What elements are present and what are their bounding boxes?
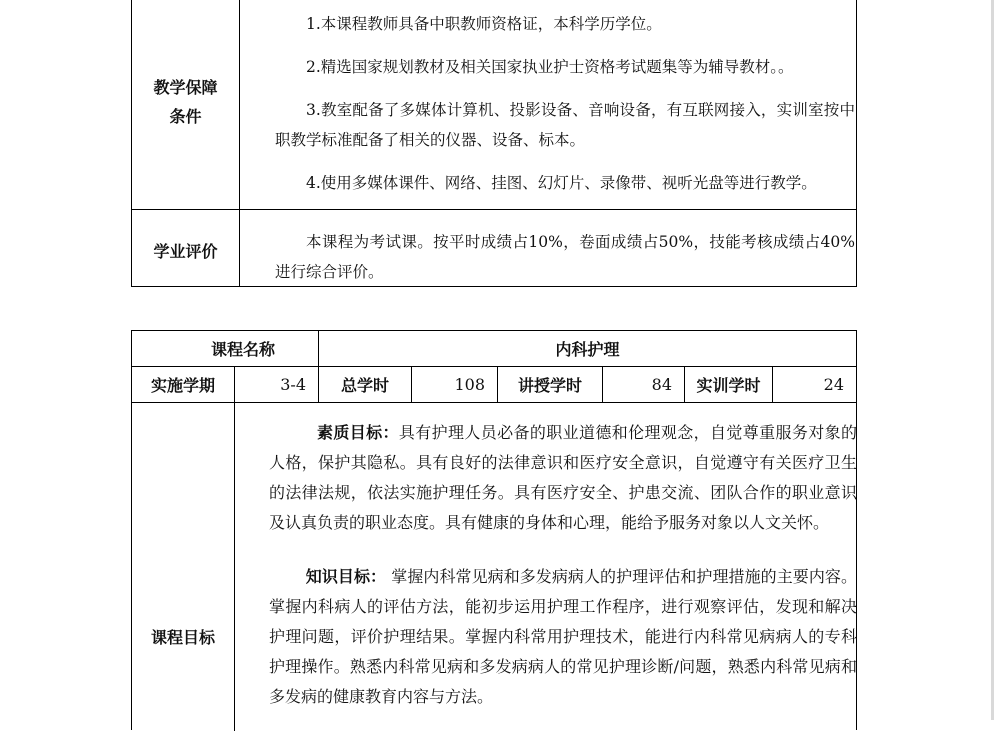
condition-paragraph-2: 2.精选国家规划教材及相关国家执业护士资格考试题集等为辅导教材。。 — [306, 58, 794, 76]
course-goals-content — [269, 418, 857, 712]
quality-goal-text: 具有护理人员必备的职业道德和伦理观念，自觉尊重服务对象的人格，保护其隐私。具有良好的法律意识和医疗安全意识，自觉遵守有关医疗卫生的法律法规，依法实施护理任务。具有医疗安全、护患交流、团队合作的职业意识及认真负责的职业态度。具有健康的身体和心理，能给予服务对象以人文关怀。 — [269, 423, 857, 532]
condition-paragraph-1: 1.本课程教师具备中职教师资格证，本科学历学位。 — [306, 15, 662, 33]
table-divider — [132, 209, 856, 210]
semester-label: 实施学期 — [150, 376, 215, 395]
condition-paragraph-3: 3.教室配备了多媒体计算机、投影设备、音响设备，有互联网接入，实训室按中职教学标准配备了相关的仪器、设备、标本。 — [275, 101, 855, 149]
quality-goal-paragraph — [269, 418, 857, 538]
teaching-conditions-cell — [240, 0, 856, 209]
course-goals-label: 课程目标 — [150, 627, 215, 647]
total-hours-label: 总学时 — [340, 376, 389, 395]
practice-hours-value: 24 — [823, 375, 844, 394]
label-line-2: 条件 — [169, 107, 202, 126]
practice-hours-label: 实训学时 — [696, 376, 761, 395]
quality-goal-title: 素质目标： — [317, 423, 399, 442]
lecture-hours-value: 84 — [651, 375, 672, 394]
label-line-1: 教学保障 — [153, 78, 218, 97]
knowledge-goal-title: 知识目标： — [305, 567, 387, 586]
table-divider — [234, 402, 235, 731]
academic-evaluation-content — [275, 227, 855, 287]
table-divider — [132, 402, 856, 403]
teaching-conditions-label — [132, 73, 239, 131]
knowledge-goal-text: 掌握内科常见病和多发病病人的护理评估和护理措施的主要内容。掌握内科病人的评估方法，能初步运用护理工作程序，进行观察评估，发现和解决护理问题，评价护理结果。掌握内科常用护理技术，能进行内科常见病病人的专科护理操作。熟悉内科常见病和多发病病人的常见护理诊断/问题，熟悉内科常见病和多发病的健康教育内容与方法。 — [269, 567, 857, 706]
knowledge-goal-paragraph — [269, 562, 857, 712]
semester-value: 3-4 — [280, 375, 306, 394]
total-hours-value: 108 — [454, 375, 485, 394]
lecture-hours-label: 讲授学时 — [517, 376, 582, 395]
course-name-label: 课程名称 — [210, 340, 275, 359]
course-name-value: 内科护理 — [555, 340, 620, 359]
evaluation-paragraph: 本课程为考试课。按平时成绩占10%，卷面成绩占50%，技能考核成绩占40%进行综合评价。 — [275, 233, 855, 281]
academic-evaluation-label: 学业评价 — [153, 242, 218, 261]
course-info-table — [131, 330, 857, 730]
teaching-conditions-content — [275, 9, 855, 198]
condition-paragraph-4: 4.使用多媒体课件、网络、挂图、幻灯片、录像带、视听光盘等进行教学。 — [306, 174, 817, 192]
teaching-conditions-table — [131, 0, 857, 287]
